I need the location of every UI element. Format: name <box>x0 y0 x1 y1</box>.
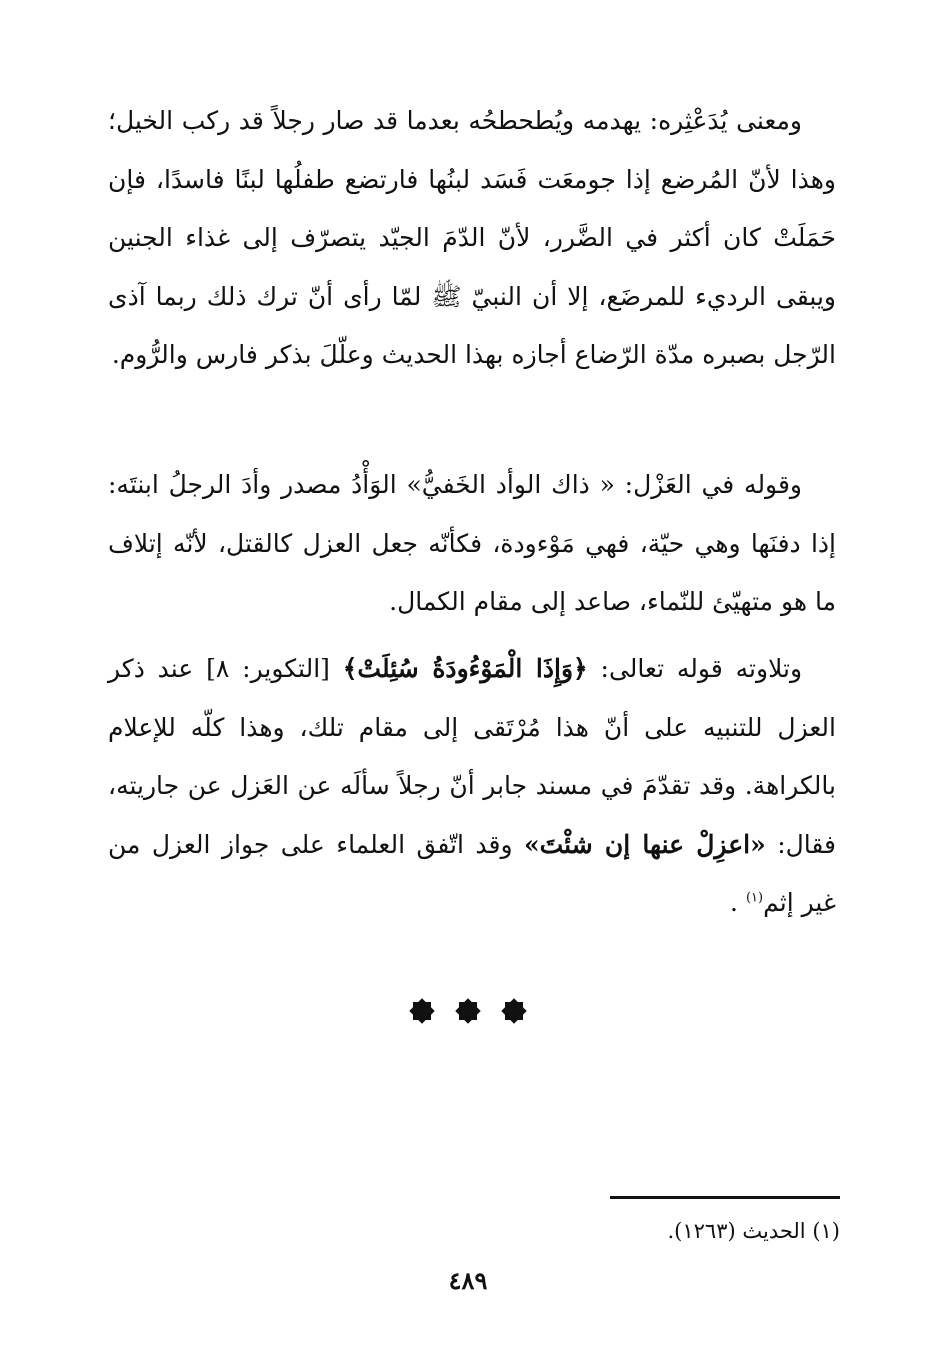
verse-reference: [التكوير: ٨] <box>193 654 343 683</box>
star-ornament-icon <box>411 1000 433 1022</box>
paragraph-1 <box>108 92 836 385</box>
paragraph-2-text: وقوله في العَزْل: « ذاك الوأد الخَفيُّ» الوَأْدُ مصدر وأدَ الرجلُ ابنتَه: إذا دفنَها وهي حيّة، فهي مَوْءودة، فكأنّه جعل العزل كالقتل، لأنّه إتلاف ما هو متهيّئ للنّماء، صاعد إلى مقام الكمال. <box>108 470 836 616</box>
paragraph-2 <box>108 456 836 632</box>
quran-verse: ﴿وَإِذَا الْمَوْءُودَةُ سُئِلَتْ﴾ <box>342 654 588 683</box>
star-ornament-icon <box>457 1000 479 1022</box>
footnote: (١) الحديث (١٢٦٣). <box>667 1219 840 1243</box>
footnote-rule <box>610 1196 840 1199</box>
star-ornament-icon <box>503 1000 525 1022</box>
paragraph-3-lead: وتلاوته قوله تعالى: <box>587 654 803 683</box>
paragraph-1-text: ومعنى يُدَعْثِره: يهدمه ويُطحطحُه بعدما قد صار رجلاً قد ركب الخيل؛ وهذا لأنّ المُرضع إذا جومعَت فَسَد لبنُها فارتضع طفلُها لبنًا فاسدًا، فإن حَمَلَتْ كان أكثر في الضَّرر، لأنّ الدّمَ الجيّد يتصرّف إلى غذاء الجنين ويبقى الرديء للمرضَع، إلا أن النبيّ ﷺ لمّا رأى أنّ ترك ذلك ربما آذى الرّجل بصبره مدّة الرّضاع أجازه بهذا الحديث وعلّلَ بذكر فارس والرُّوم. <box>108 106 836 369</box>
footnote-marker: (١) <box>745 890 764 906</box>
hadith-quote: «اعزِلْ عنها إن شئْتَ» <box>524 829 766 859</box>
section-separator <box>0 1000 936 1026</box>
paragraph-3-tail: وقد اتّفق العلماء على جواز العزل من غير إثم <box>108 829 836 917</box>
paragraph-3 <box>108 640 836 933</box>
paragraph-3-end: . <box>730 888 746 917</box>
page-number: ٤٨٩ <box>448 1266 488 1295</box>
paragraph-3-body: عند ذكر العزل للتنبيه على أنّ هذا مُرْتَقى إلى مقام تلك، وهذا كلّه للإعلام بالكراهة. وقد تقدّمَ في مسند جابر أنّ رجلاً سألَه عن العَزل عن جاريته، فقال: <box>108 654 836 859</box>
